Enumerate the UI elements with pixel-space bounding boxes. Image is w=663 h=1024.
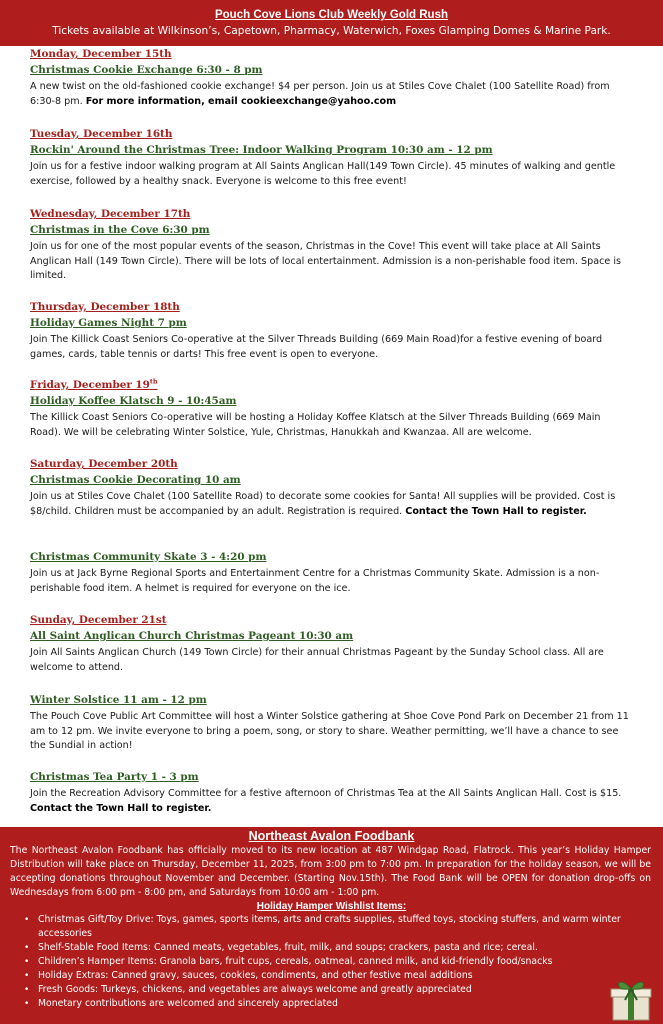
banner-title: Pouch Cove Lions Club Weekly Gold Rush [214,9,448,21]
wishlist-title: Holiday Hamper Wishlist Items: [256,901,407,912]
list-item: • Shelf-Stable Food Items: Canned meats, vegetables, fruit, milk, and soups; crackers, pasta and rice; cereal. [24,942,538,953]
event-item [30,127,634,207]
bullet-icon: • [24,985,30,995]
bullet-icon: • [24,971,30,981]
event-description: Join us for a festive indoor walking program at All Saints Anglican Hall(149 Town Circle). 45 minutes of walking and gentle exercise, followed by a healthy snack. Everyone is welcome to this free event! [30,161,616,187]
top-banner [0,0,663,46]
event-description: Join us at Stiles Cove Chalet (100 Satellite Road) to decorate some cookies for Santa! All supplies will be provided. Cost is $8/child. Children must be accompanied by an adult. Registration is required. Contact the Town Hall to register. [30,491,616,517]
event-item [30,207,634,300]
event-day: Thursday, December 18th [30,301,180,313]
event-day: Saturday, December 20th [30,458,178,470]
event-description: Join All Saints Anglican Church (149 Town Circle) for their annual Christmas Pageant by the Sunday School class. All are welcome to attend. [30,647,604,673]
gift-box-icon [607,976,655,1022]
bullet-icon: • [24,943,30,953]
event-title: Christmas Community Skate 3 - 4:20 pm [30,551,267,563]
wishlist [0,913,663,1011]
event-description: Join The Killick Coast Seniors Co-operative at the Silver Threads Building (669 Main Road)for a festive evening of board games, cards, table tennis or darts! This free event is open to everyone. [30,334,603,360]
event-description: Join us at Jack Byrne Regional Sports and Entertainment Centre for a Christmas Community Skate. Admission is a non-perishable food item. A helmet is required for everyone on the ice. [30,568,600,594]
bullet-icon: • [24,915,30,925]
foodbank-section [0,827,663,1024]
event-item [30,769,634,819]
event-contact: Contact the Town Hall to register. [405,505,587,517]
bullet-icon: • [24,999,30,1009]
bullet-icon: • [24,957,30,967]
list-item: • Christmas Gift/Toy Drive: Toys, games, sports items, arts and crafts supplies, stuffed toys, stocking stuffers, and warm winter accessories [24,914,621,939]
event-description: Join the Recreation Advisory Committee for a festive afternoon of Christmas Tea at the All Saints Anglican Hall. Cost is $15. Contact the Town Hall to register. [30,788,622,814]
event-title: Christmas Tea Party 1 - 3 pm [30,771,199,783]
event-day: Friday, December 19th [30,377,158,391]
list-item: • Fresh Goods: Turkeys, chickens, and vegetables are always welcome and greatly appreciated [24,984,472,995]
event-title: Holiday Koffee Klatsch 9 - 10:45am [30,395,237,407]
list-item: • Holiday Extras: Canned gravy, sauces, cookies, condiments, and other festive meal additions [24,970,473,981]
event-item [30,549,634,613]
event-day: Sunday, December 21st [30,614,167,626]
event-day: Monday, December 15th [30,48,172,60]
event-title: Holiday Games Night 7 pm [30,317,187,329]
event-item [30,613,634,692]
event-day: Wednesday, December 17th [30,208,191,220]
event-item [30,378,634,457]
event-description: A new twist on the old-fashioned cookie exchange! $4 per person. Join us at Stiles Cove Chalet (100 Satellite Road) from 6:30-8 pm. For more information, email cookieexchange@yahoo.com [30,81,610,107]
list-item: • Children’s Hamper Items: Granola bars, fruit cups, cereals, oatmeal, canned milk, and kid-friendly food/snacks [24,956,553,967]
event-title: Rockin' Around the Christmas Tree: Indoor Walking Program 10:30 am - 12 pm [30,144,493,156]
event-description: The Killick Coast Seniors Co-operative will be hosting a Holiday Koffee Klatsch at the Silver Threads Building (669 Main Road). We will be celebrating Winter Solstice, Yule, Christmas, Hanukkah and Kwanzaa. All are welcome. [30,412,601,438]
banner-subtitle: Tickets available at Wilkinson’s, Capetown, Pharmacy, Waterwich, Foxes Glamping Domes & Marine Park. [52,25,611,37]
event-item [30,300,634,378]
event-title: All Saint Anglican Church Christmas Pageant 10:30 am [30,630,354,642]
events-list [30,47,634,819]
event-day: Tuesday, December 16th [30,128,173,140]
event-item [30,47,634,127]
list-item: • Monetary contributions are welcomed and sincerely appreciated [24,998,338,1009]
event-item [30,692,634,769]
event-item [30,457,634,549]
event-title: Christmas Cookie Decorating 10 am [30,474,241,486]
event-title: Christmas Cookie Exchange 6:30 - 8 pm [30,64,263,76]
event-description: Join us for one of the most popular events of the season, Christmas in the Cove! This event will take place at All Saints Anglican Hall (149 Town Circle). There will be lots of local entertainment. Admission is a non-perishable food item. Space is limited. [30,241,621,281]
foodbank-paragraph: The Northeast Avalon Foodbank has officially moved to its new location at 487 Windgap Road, Flatrock. This year’s Holiday Hamper Distribution will take place on Thursday, December 11, 2025, from 3:00 pm to 7:00 pm. In preparation for the holiday season, we will be accepting donations throughout November and December. (Starting Nov.15th). The Food Bank will be OPEN for donation drop-offs on Wednesdays from 6:00 pm - 8:00 pm, and Saturdays from 10:00 am - 1:00 pm. [10,845,651,898]
event-contact: For more information, email cookieexchange@yahoo.com [85,95,397,107]
event-description: The Pouch Cove Public Art Committee will host a Winter Solstice gathering at Shoe Cove Pond Park on December 21 from 11 am to 12 pm. We invite everyone to bring a poem, song, or story to share. Weather permitting, we’ll have a chance to see the Sundial in action! [30,711,629,751]
foodbank-title: Northeast Avalon Foodbank [248,829,415,843]
event-contact: Contact the Town Hall to register. [30,802,212,814]
event-title: Winter Solstice 11 am - 12 pm [30,694,207,706]
event-title: Christmas in the Cove 6:30 pm [30,224,210,236]
